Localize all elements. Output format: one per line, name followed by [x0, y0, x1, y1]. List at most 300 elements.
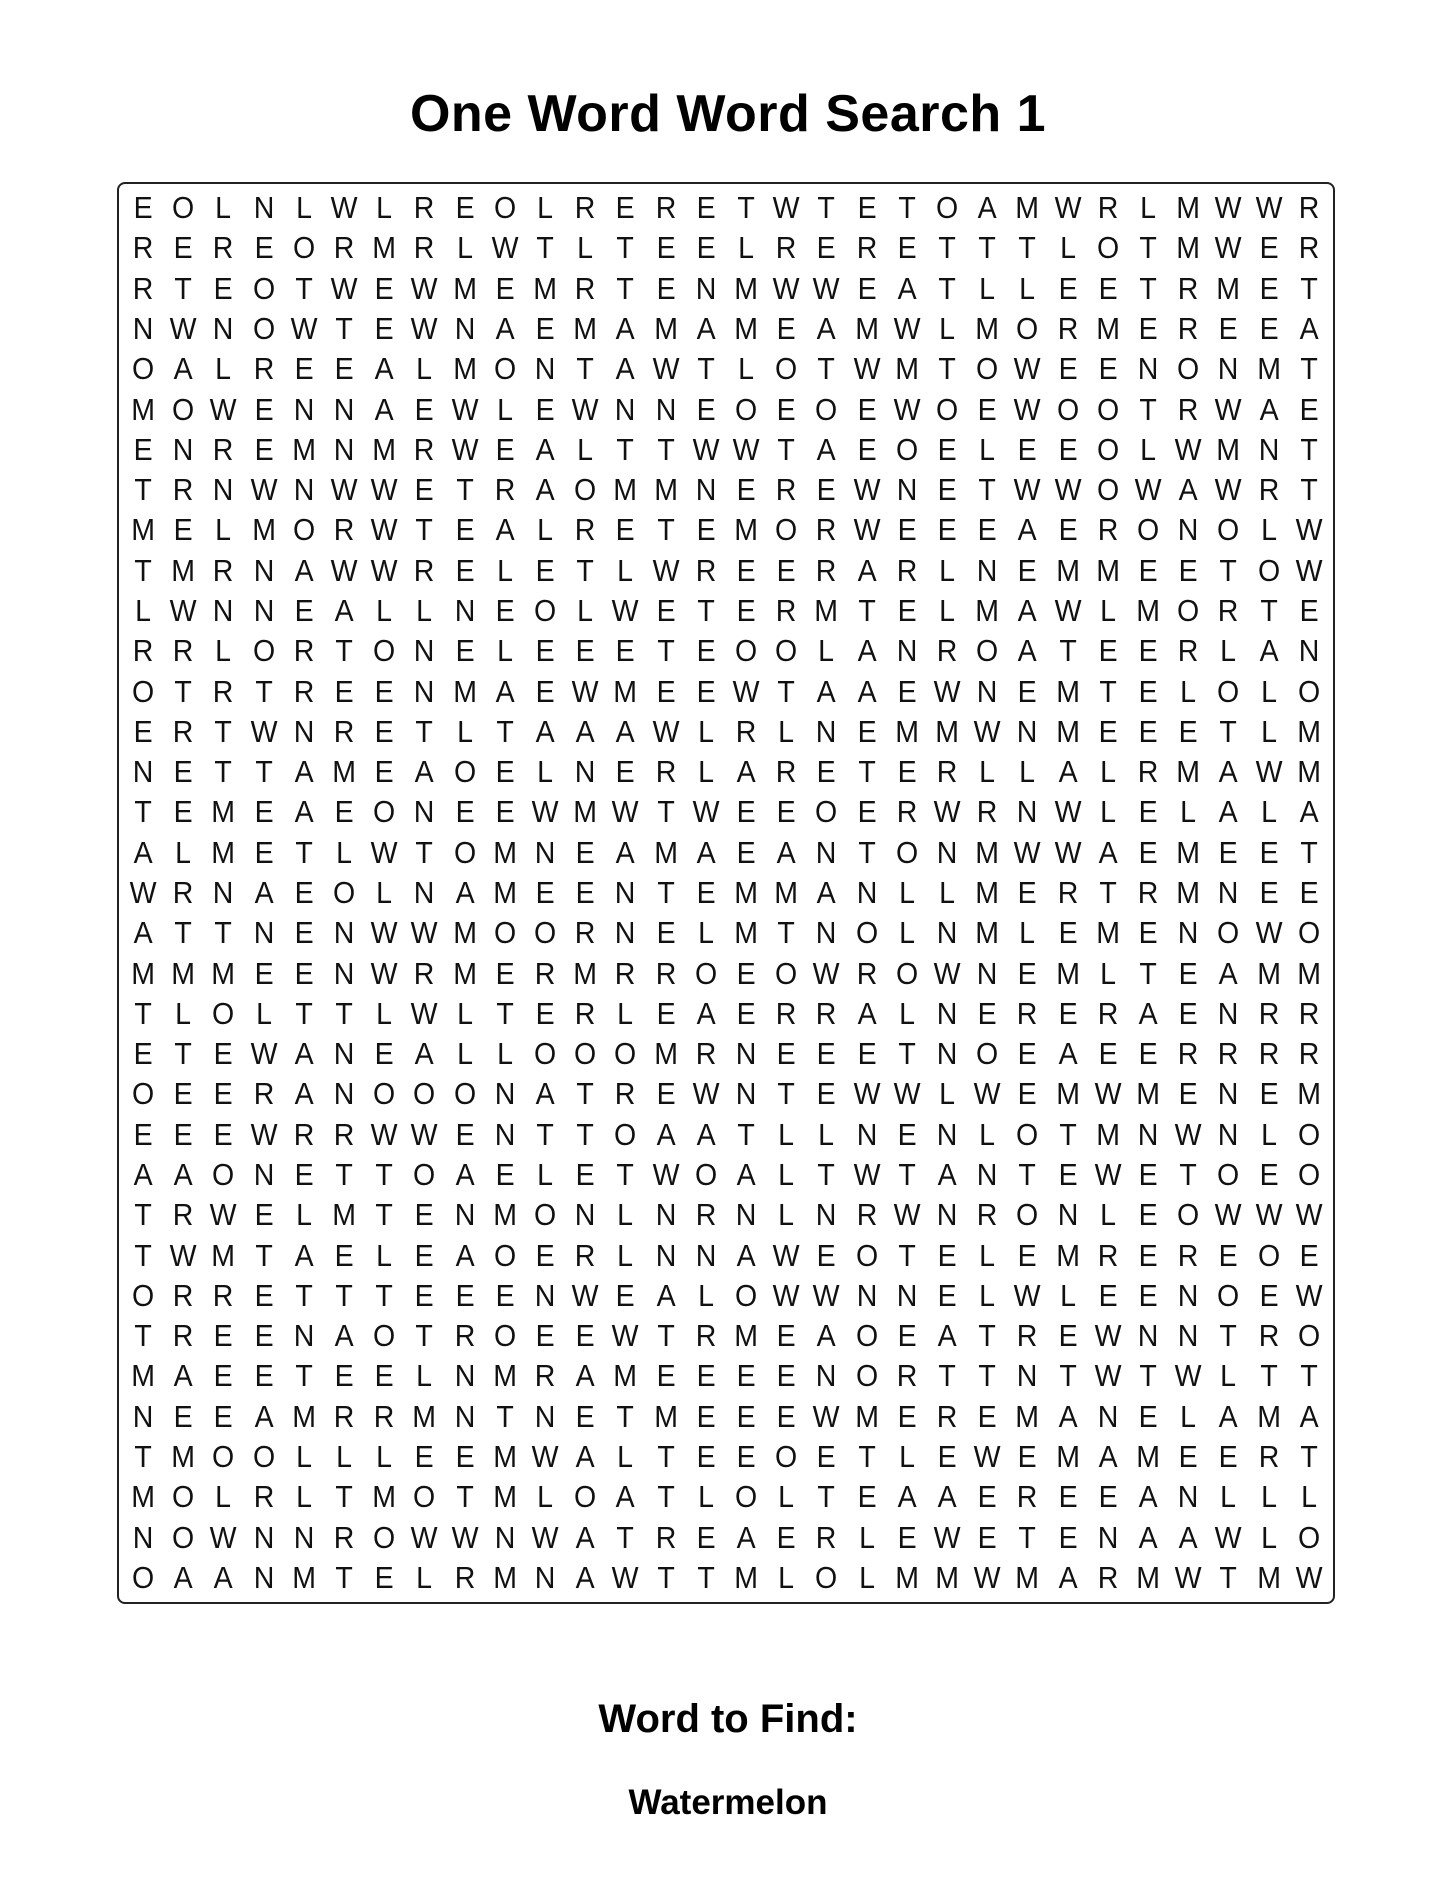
- grid-letter[interactable]: E: [1138, 1237, 1158, 1273]
- grid-letter[interactable]: A: [254, 874, 274, 910]
- grid-letter[interactable]: T: [817, 1156, 836, 1192]
- grid-letter[interactable]: O: [413, 1076, 436, 1112]
- grid-letter[interactable]: T: [415, 834, 434, 870]
- grid-letter[interactable]: A: [173, 351, 193, 387]
- grid-letter[interactable]: L: [1260, 1519, 1277, 1555]
- grid-letter[interactable]: N: [213, 310, 234, 346]
- grid-letter[interactable]: N: [695, 472, 717, 508]
- grid-letter[interactable]: E: [776, 1318, 796, 1354]
- grid-letter[interactable]: E: [736, 955, 756, 991]
- grid-letter[interactable]: N: [1137, 351, 1159, 387]
- grid-letter[interactable]: O: [252, 633, 275, 669]
- grid-letter[interactable]: N: [1177, 1318, 1199, 1354]
- grid-letter[interactable]: R: [1057, 310, 1078, 346]
- grid-letter[interactable]: T: [1018, 1519, 1037, 1555]
- grid-letter[interactable]: L: [295, 1197, 312, 1233]
- grid-letter[interactable]: E: [1178, 995, 1198, 1031]
- grid-letter[interactable]: E: [696, 512, 716, 548]
- grid-letter[interactable]: E: [1138, 834, 1158, 870]
- grid-letter[interactable]: E: [897, 1318, 917, 1354]
- grid-letter[interactable]: N: [976, 673, 998, 709]
- grid-letter[interactable]: L: [738, 230, 755, 266]
- grid-letter[interactable]: O: [252, 310, 275, 346]
- grid-letter[interactable]: A: [696, 310, 716, 346]
- grid-letter[interactable]: L: [1180, 1398, 1197, 1434]
- grid-letter[interactable]: A: [575, 1358, 595, 1394]
- grid-letter[interactable]: E: [897, 592, 917, 628]
- grid-letter[interactable]: O: [775, 512, 798, 548]
- grid-letter[interactable]: E: [495, 431, 515, 467]
- grid-letter[interactable]: W: [1255, 915, 1283, 951]
- grid-letter[interactable]: L: [496, 1036, 513, 1072]
- grid-letter[interactable]: E: [897, 1116, 917, 1152]
- grid-letter[interactable]: E: [897, 1398, 917, 1434]
- grid-letter[interactable]: O: [1096, 230, 1119, 266]
- grid-letter[interactable]: M: [653, 1398, 678, 1434]
- grid-letter[interactable]: A: [776, 834, 796, 870]
- grid-letter[interactable]: E: [1218, 1438, 1239, 1474]
- grid-letter[interactable]: O: [1016, 310, 1039, 346]
- grid-letter[interactable]: E: [334, 351, 354, 387]
- grid-letter[interactable]: R: [132, 633, 154, 669]
- grid-letter[interactable]: O: [373, 1076, 396, 1112]
- grid-letter[interactable]: W: [853, 472, 881, 508]
- grid-letter[interactable]: N: [896, 472, 918, 508]
- grid-letter[interactable]: M: [131, 512, 155, 548]
- grid-letter[interactable]: E: [696, 1438, 716, 1474]
- grid-letter[interactable]: O: [855, 1358, 878, 1394]
- grid-letter[interactable]: T: [1219, 1559, 1238, 1595]
- grid-letter[interactable]: R: [1097, 190, 1119, 226]
- grid-letter[interactable]: T: [174, 270, 192, 306]
- grid-letter[interactable]: E: [374, 310, 394, 346]
- grid-letter[interactable]: A: [816, 310, 837, 346]
- grid-letter[interactable]: W: [210, 1519, 237, 1555]
- grid-letter[interactable]: M: [1015, 1398, 1040, 1434]
- grid-letter[interactable]: M: [613, 472, 638, 508]
- grid-letter[interactable]: L: [295, 190, 312, 226]
- grid-letter[interactable]: E: [173, 754, 193, 790]
- grid-letter[interactable]: W: [1174, 1358, 1202, 1394]
- grid-letter[interactable]: L: [1059, 1277, 1076, 1313]
- grid-letter[interactable]: R: [775, 230, 797, 266]
- grid-letter[interactable]: M: [211, 1237, 236, 1273]
- grid-letter[interactable]: L: [939, 1076, 956, 1112]
- grid-letter[interactable]: L: [858, 1519, 875, 1555]
- grid-letter[interactable]: O: [976, 633, 999, 669]
- grid-letter[interactable]: T: [134, 794, 152, 830]
- grid-letter[interactable]: L: [617, 1197, 634, 1233]
- grid-letter[interactable]: N: [454, 310, 475, 346]
- grid-letter[interactable]: R: [695, 1036, 717, 1072]
- grid-letter[interactable]: W: [1134, 472, 1162, 508]
- grid-letter[interactable]: W: [491, 230, 519, 266]
- grid-letter[interactable]: M: [1055, 1076, 1080, 1112]
- grid-letter[interactable]: A: [374, 391, 394, 427]
- grid-letter[interactable]: M: [975, 834, 1000, 870]
- grid-letter[interactable]: M: [895, 713, 919, 749]
- grid-letter[interactable]: O: [775, 633, 798, 669]
- grid-letter[interactable]: R: [494, 472, 516, 508]
- grid-letter[interactable]: M: [1055, 552, 1080, 588]
- grid-letter[interactable]: E: [1058, 1318, 1078, 1354]
- grid-letter[interactable]: A: [937, 1156, 957, 1192]
- grid-letter[interactable]: A: [615, 713, 636, 749]
- grid-letter[interactable]: M: [372, 431, 397, 467]
- grid-letter[interactable]: W: [772, 1237, 800, 1273]
- grid-letter[interactable]: E: [1218, 310, 1239, 346]
- grid-letter[interactable]: W: [210, 391, 237, 427]
- grid-letter[interactable]: E: [696, 673, 716, 709]
- grid-letter[interactable]: O: [694, 1156, 717, 1192]
- grid-letter[interactable]: E: [455, 1116, 475, 1152]
- grid-letter[interactable]: R: [1298, 230, 1320, 266]
- grid-letter[interactable]: E: [1218, 1237, 1239, 1273]
- grid-letter[interactable]: M: [251, 512, 276, 548]
- grid-letter[interactable]: W: [893, 1076, 921, 1112]
- grid-letter[interactable]: R: [735, 713, 757, 749]
- grid-letter[interactable]: L: [979, 1277, 996, 1313]
- grid-letter[interactable]: E: [937, 1438, 957, 1474]
- grid-letter[interactable]: L: [1260, 713, 1277, 749]
- grid-letter[interactable]: W: [531, 1519, 559, 1555]
- grid-letter[interactable]: R: [856, 955, 877, 991]
- grid-letter[interactable]: E: [1178, 552, 1198, 588]
- grid-letter[interactable]: E: [977, 1398, 997, 1434]
- grid-letter[interactable]: W: [933, 794, 961, 830]
- grid-letter[interactable]: T: [295, 834, 313, 870]
- grid-letter[interactable]: W: [250, 472, 278, 508]
- grid-letter[interactable]: M: [1176, 190, 1201, 226]
- grid-letter[interactable]: O: [493, 1237, 516, 1273]
- grid-letter[interactable]: W: [1094, 1076, 1122, 1112]
- grid-letter[interactable]: M: [1096, 1116, 1120, 1152]
- grid-letter[interactable]: T: [978, 230, 996, 266]
- grid-letter[interactable]: A: [374, 351, 394, 387]
- grid-letter[interactable]: W: [330, 472, 358, 508]
- grid-letter[interactable]: L: [1260, 512, 1277, 548]
- grid-letter[interactable]: N: [1017, 1358, 1038, 1394]
- grid-letter[interactable]: L: [939, 592, 956, 628]
- grid-letter[interactable]: T: [938, 270, 956, 306]
- grid-letter[interactable]: E: [816, 1076, 837, 1112]
- grid-letter[interactable]: O: [1297, 1519, 1320, 1555]
- grid-letter[interactable]: A: [897, 270, 917, 306]
- grid-letter[interactable]: A: [535, 431, 555, 467]
- grid-letter[interactable]: N: [132, 1398, 154, 1434]
- grid-letter[interactable]: E: [455, 794, 475, 830]
- grid-letter[interactable]: A: [696, 1116, 716, 1152]
- grid-letter[interactable]: R: [213, 552, 234, 588]
- grid-letter[interactable]: O: [1096, 472, 1119, 508]
- grid-letter[interactable]: A: [1178, 1519, 1198, 1555]
- grid-letter[interactable]: A: [535, 1076, 555, 1112]
- grid-letter[interactable]: M: [734, 270, 758, 306]
- grid-letter[interactable]: M: [814, 592, 839, 628]
- grid-letter[interactable]: L: [738, 351, 755, 387]
- grid-letter[interactable]: M: [1176, 230, 1201, 266]
- grid-letter[interactable]: W: [1054, 190, 1082, 226]
- grid-letter[interactable]: R: [976, 794, 998, 830]
- grid-letter[interactable]: E: [254, 230, 274, 266]
- grid-letter[interactable]: E: [1058, 270, 1078, 306]
- grid-letter[interactable]: W: [933, 955, 961, 991]
- grid-letter[interactable]: T: [134, 472, 152, 508]
- grid-letter[interactable]: R: [454, 1559, 475, 1595]
- grid-letter[interactable]: O: [694, 955, 717, 991]
- grid-letter[interactable]: T: [1259, 1358, 1278, 1394]
- grid-letter[interactable]: L: [778, 1116, 795, 1152]
- grid-letter[interactable]: M: [573, 794, 598, 830]
- grid-letter[interactable]: T: [576, 351, 594, 387]
- grid-letter[interactable]: A: [133, 915, 153, 951]
- grid-letter[interactable]: A: [455, 874, 475, 910]
- grid-letter[interactable]: A: [1259, 633, 1279, 669]
- grid-letter[interactable]: O: [493, 915, 516, 951]
- grid-letter[interactable]: R: [414, 431, 435, 467]
- grid-letter[interactable]: W: [772, 1277, 800, 1313]
- grid-letter[interactable]: M: [1256, 351, 1281, 387]
- grid-letter[interactable]: M: [895, 1559, 919, 1595]
- grid-letter[interactable]: O: [855, 1237, 878, 1273]
- grid-letter[interactable]: E: [1259, 874, 1279, 910]
- grid-letter[interactable]: O: [734, 391, 758, 427]
- grid-letter[interactable]: T: [335, 633, 353, 669]
- grid-letter[interactable]: T: [898, 190, 916, 226]
- grid-letter[interactable]: E: [1138, 794, 1158, 830]
- grid-letter[interactable]: E: [294, 592, 314, 628]
- grid-letter[interactable]: W: [1215, 472, 1242, 508]
- grid-letter[interactable]: R: [1298, 995, 1320, 1031]
- grid-letter[interactable]: L: [537, 512, 554, 548]
- grid-letter[interactable]: E: [414, 1237, 435, 1273]
- grid-letter[interactable]: R: [936, 754, 958, 790]
- grid-letter[interactable]: O: [292, 230, 315, 266]
- grid-letter[interactable]: L: [898, 995, 915, 1031]
- grid-letter[interactable]: R: [816, 1519, 837, 1555]
- grid-letter[interactable]: E: [1178, 713, 1198, 749]
- grid-letter[interactable]: L: [496, 633, 513, 669]
- grid-letter[interactable]: E: [575, 633, 595, 669]
- grid-letter[interactable]: O: [775, 955, 798, 991]
- grid-letter[interactable]: R: [655, 190, 676, 226]
- grid-letter[interactable]: A: [294, 552, 314, 588]
- grid-letter[interactable]: T: [335, 1479, 353, 1515]
- grid-letter[interactable]: T: [1139, 1358, 1157, 1394]
- grid-letter[interactable]: E: [173, 794, 193, 830]
- grid-letter[interactable]: M: [1096, 915, 1120, 951]
- grid-letter[interactable]: N: [976, 955, 998, 991]
- grid-letter[interactable]: L: [175, 995, 192, 1031]
- grid-letter[interactable]: E: [897, 754, 917, 790]
- grid-letter[interactable]: E: [977, 391, 997, 427]
- grid-letter[interactable]: L: [1019, 270, 1036, 306]
- grid-letter[interactable]: A: [575, 1559, 595, 1595]
- grid-letter[interactable]: W: [370, 472, 398, 508]
- grid-letter[interactable]: T: [1139, 230, 1157, 266]
- grid-letter[interactable]: O: [976, 1036, 999, 1072]
- grid-letter[interactable]: W: [813, 270, 840, 306]
- grid-letter[interactable]: M: [493, 1559, 517, 1595]
- grid-letter[interactable]: O: [131, 1559, 155, 1595]
- grid-letter[interactable]: N: [172, 431, 194, 467]
- grid-letter[interactable]: W: [652, 1156, 680, 1192]
- grid-letter[interactable]: W: [813, 1277, 840, 1313]
- grid-letter[interactable]: O: [1096, 431, 1119, 467]
- grid-letter[interactable]: W: [330, 190, 358, 226]
- grid-letter[interactable]: L: [1140, 431, 1157, 467]
- grid-letter[interactable]: O: [1217, 915, 1240, 951]
- grid-letter[interactable]: E: [575, 834, 595, 870]
- grid-letter[interactable]: N: [1218, 1076, 1239, 1112]
- grid-letter[interactable]: O: [895, 955, 918, 991]
- grid-letter[interactable]: O: [1257, 552, 1280, 588]
- grid-letter[interactable]: M: [452, 955, 477, 991]
- grid-letter[interactable]: R: [1097, 1559, 1119, 1595]
- grid-letter[interactable]: E: [857, 1036, 877, 1072]
- grid-letter[interactable]: W: [370, 512, 398, 548]
- grid-letter[interactable]: M: [1297, 754, 1321, 790]
- grid-letter[interactable]: W: [612, 1559, 639, 1595]
- grid-letter[interactable]: E: [736, 794, 756, 830]
- grid-letter[interactable]: N: [936, 834, 958, 870]
- grid-letter[interactable]: O: [493, 351, 516, 387]
- grid-letter[interactable]: W: [571, 673, 599, 709]
- grid-letter[interactable]: W: [250, 1036, 278, 1072]
- grid-letter[interactable]: E: [535, 552, 555, 588]
- grid-letter[interactable]: O: [1297, 1116, 1320, 1152]
- grid-letter[interactable]: N: [253, 1559, 274, 1595]
- grid-letter[interactable]: E: [455, 633, 475, 669]
- grid-letter[interactable]: R: [655, 754, 676, 790]
- grid-letter[interactable]: O: [493, 190, 516, 226]
- grid-letter[interactable]: A: [656, 1116, 676, 1152]
- grid-letter[interactable]: N: [253, 592, 274, 628]
- grid-letter[interactable]: W: [893, 391, 921, 427]
- grid-letter[interactable]: L: [416, 592, 433, 628]
- grid-letter[interactable]: W: [813, 955, 840, 991]
- grid-letter[interactable]: E: [1138, 713, 1158, 749]
- grid-letter[interactable]: M: [372, 1479, 397, 1515]
- grid-letter[interactable]: L: [979, 1237, 996, 1273]
- grid-letter[interactable]: R: [976, 1197, 998, 1233]
- grid-letter[interactable]: T: [1139, 391, 1157, 427]
- grid-letter[interactable]: R: [253, 351, 274, 387]
- grid-letter[interactable]: A: [535, 472, 555, 508]
- grid-letter[interactable]: W: [169, 310, 197, 346]
- grid-letter[interactable]: T: [1018, 1156, 1037, 1192]
- grid-letter[interactable]: L: [979, 431, 996, 467]
- grid-letter[interactable]: A: [1017, 512, 1038, 548]
- grid-letter[interactable]: T: [536, 230, 554, 266]
- grid-letter[interactable]: N: [735, 1076, 757, 1112]
- grid-letter[interactable]: E: [254, 1197, 274, 1233]
- grid-letter[interactable]: M: [774, 874, 799, 910]
- grid-letter[interactable]: M: [975, 874, 1000, 910]
- grid-letter[interactable]: E: [133, 713, 153, 749]
- grid-letter[interactable]: T: [817, 190, 836, 226]
- grid-letter[interactable]: N: [253, 1156, 274, 1192]
- grid-letter[interactable]: M: [332, 754, 356, 790]
- grid-letter[interactable]: M: [975, 310, 1000, 346]
- grid-letter[interactable]: A: [656, 1277, 676, 1313]
- grid-letter[interactable]: N: [1177, 1479, 1199, 1515]
- grid-letter[interactable]: T: [857, 1438, 876, 1474]
- grid-letter[interactable]: T: [134, 1197, 152, 1233]
- grid-letter[interactable]: N: [253, 1519, 274, 1555]
- grid-letter[interactable]: L: [376, 1237, 393, 1273]
- grid-letter[interactable]: T: [656, 794, 675, 830]
- grid-letter[interactable]: E: [615, 512, 636, 548]
- grid-letter[interactable]: M: [1136, 592, 1160, 628]
- grid-letter[interactable]: T: [1018, 230, 1037, 266]
- grid-letter[interactable]: W: [1174, 1559, 1202, 1595]
- grid-letter[interactable]: E: [736, 592, 756, 628]
- grid-letter[interactable]: T: [134, 552, 152, 588]
- grid-letter[interactable]: E: [816, 754, 837, 790]
- grid-letter[interactable]: N: [333, 431, 355, 467]
- grid-letter[interactable]: W: [370, 552, 398, 588]
- grid-letter[interactable]: E: [776, 1398, 796, 1434]
- grid-letter[interactable]: E: [1098, 1479, 1118, 1515]
- grid-letter[interactable]: T: [1219, 1318, 1238, 1354]
- grid-letter[interactable]: W: [1054, 794, 1082, 830]
- grid-letter[interactable]: O: [533, 915, 557, 951]
- grid-letter[interactable]: A: [1058, 1398, 1078, 1434]
- grid-letter[interactable]: E: [374, 754, 394, 790]
- grid-letter[interactable]: N: [655, 1237, 676, 1273]
- grid-letter[interactable]: R: [1057, 874, 1078, 910]
- grid-letter[interactable]: E: [254, 794, 274, 830]
- grid-letter[interactable]: A: [1058, 754, 1078, 790]
- grid-letter[interactable]: R: [172, 1277, 194, 1313]
- grid-letter[interactable]: N: [816, 713, 837, 749]
- grid-letter[interactable]: A: [414, 1036, 435, 1072]
- grid-letter[interactable]: T: [656, 633, 675, 669]
- grid-letter[interactable]: L: [778, 1197, 795, 1233]
- grid-letter[interactable]: R: [454, 1318, 475, 1354]
- grid-letter[interactable]: L: [818, 1116, 835, 1152]
- grid-letter[interactable]: T: [415, 713, 434, 749]
- grid-letter[interactable]: E: [535, 1318, 555, 1354]
- grid-letter[interactable]: L: [697, 1277, 714, 1313]
- grid-letter[interactable]: E: [897, 230, 917, 266]
- grid-letter[interactable]: E: [374, 1036, 394, 1072]
- grid-letter[interactable]: M: [734, 874, 758, 910]
- grid-letter[interactable]: W: [1094, 1358, 1122, 1394]
- grid-letter[interactable]: M: [131, 1479, 155, 1515]
- grid-letter[interactable]: R: [574, 270, 596, 306]
- grid-letter[interactable]: N: [976, 552, 998, 588]
- grid-letter[interactable]: R: [333, 1519, 355, 1555]
- grid-letter[interactable]: A: [133, 1156, 153, 1192]
- grid-letter[interactable]: A: [615, 1479, 636, 1515]
- grid-letter[interactable]: E: [254, 955, 274, 991]
- grid-letter[interactable]: E: [374, 673, 394, 709]
- grid-letter[interactable]: E: [1017, 1076, 1038, 1112]
- grid-letter[interactable]: O: [734, 1277, 758, 1313]
- grid-letter[interactable]: M: [131, 955, 155, 991]
- grid-letter[interactable]: O: [1217, 1277, 1240, 1313]
- grid-letter[interactable]: E: [254, 391, 274, 427]
- grid-letter[interactable]: N: [816, 1197, 837, 1233]
- grid-letter[interactable]: L: [1019, 915, 1036, 951]
- grid-letter[interactable]: T: [697, 592, 715, 628]
- grid-letter[interactable]: M: [734, 1318, 758, 1354]
- grid-letter[interactable]: W: [772, 190, 800, 226]
- grid-letter[interactable]: M: [1136, 1438, 1160, 1474]
- grid-letter[interactable]: L: [697, 754, 714, 790]
